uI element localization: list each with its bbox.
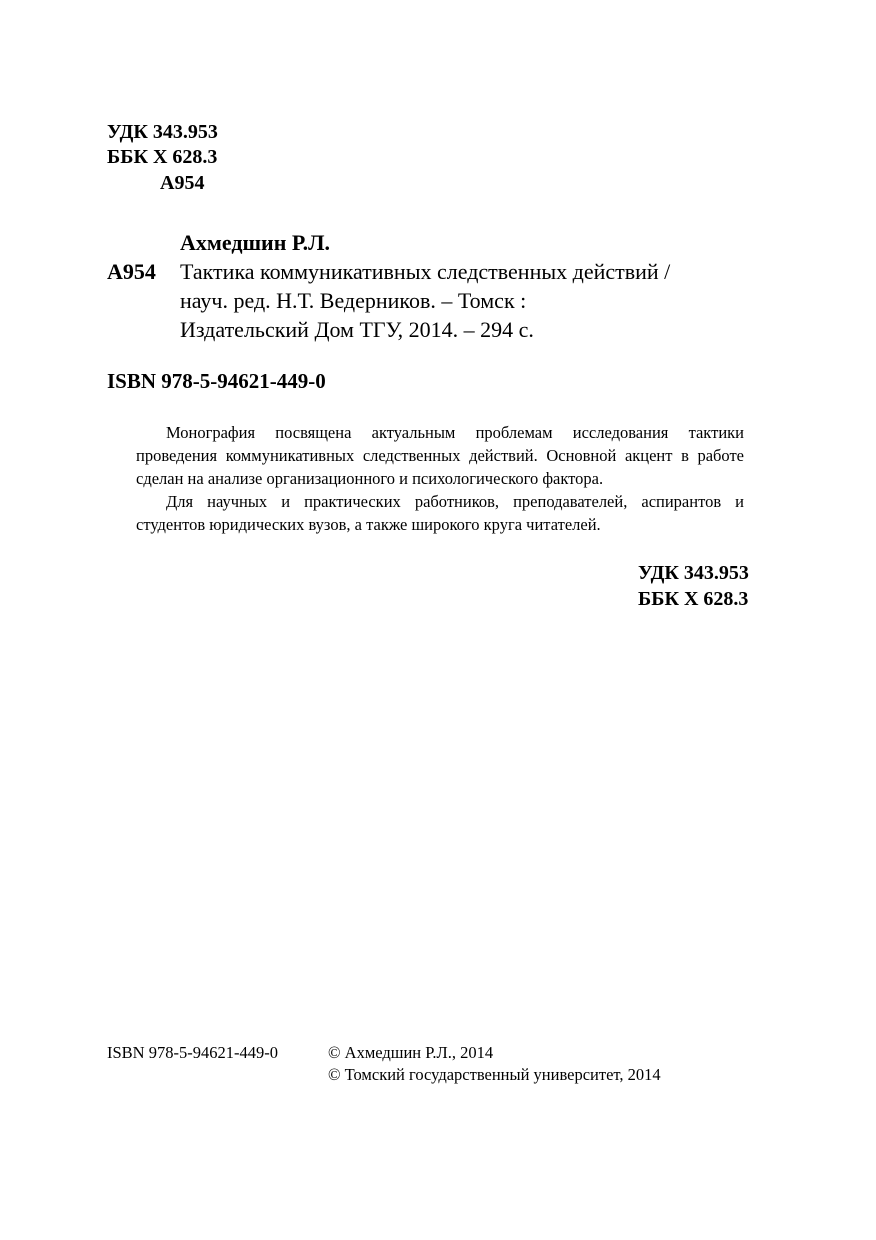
footer-isbn: ISBN 978-5-94621-449-0: [107, 1043, 278, 1062]
author-mark: А954: [107, 259, 156, 284]
copyright-university: © Томский государственный университет, 2014: [328, 1065, 661, 1084]
annotation-paragraph-2: Для научных и практических работников, преподавателей, аспирантов и студентов юридических вузов, а также широкого круга читателей.: [136, 492, 744, 534]
annotation-paragraph-1: Монография посвящена актуальным проблемам исследования тактики проведения коммуникативных следственных действий. Основной акцент в работе сделан на анализе организационного и психологического фактора.: [136, 423, 744, 488]
bib-line-2: науч. ред. Н.Т. Ведерников. – Томск :: [180, 288, 527, 313]
annotation: [136, 421, 744, 536]
bib-line-1: Тактика коммуникативных следственных действий /: [180, 259, 671, 284]
copyright-author: © Ахмедшин Р.Л., 2014: [328, 1043, 494, 1062]
udk-code-bottom: УДК 343.953: [638, 562, 749, 584]
author-name: Ахмедшин Р.Л.: [180, 230, 330, 255]
bbk-code-top: ББК Х 628.3: [107, 146, 218, 168]
udk-code-top: УДК 343.953: [107, 121, 218, 143]
bib-line-3: Издательский Дом ТГУ, 2014. – 294 с.: [180, 317, 534, 342]
bbk-code-bottom: ББК Х 628.3: [638, 588, 749, 610]
author-mark-top: А954: [160, 172, 205, 194]
isbn-main: ISBN 978-5-94621-449-0: [107, 369, 326, 393]
